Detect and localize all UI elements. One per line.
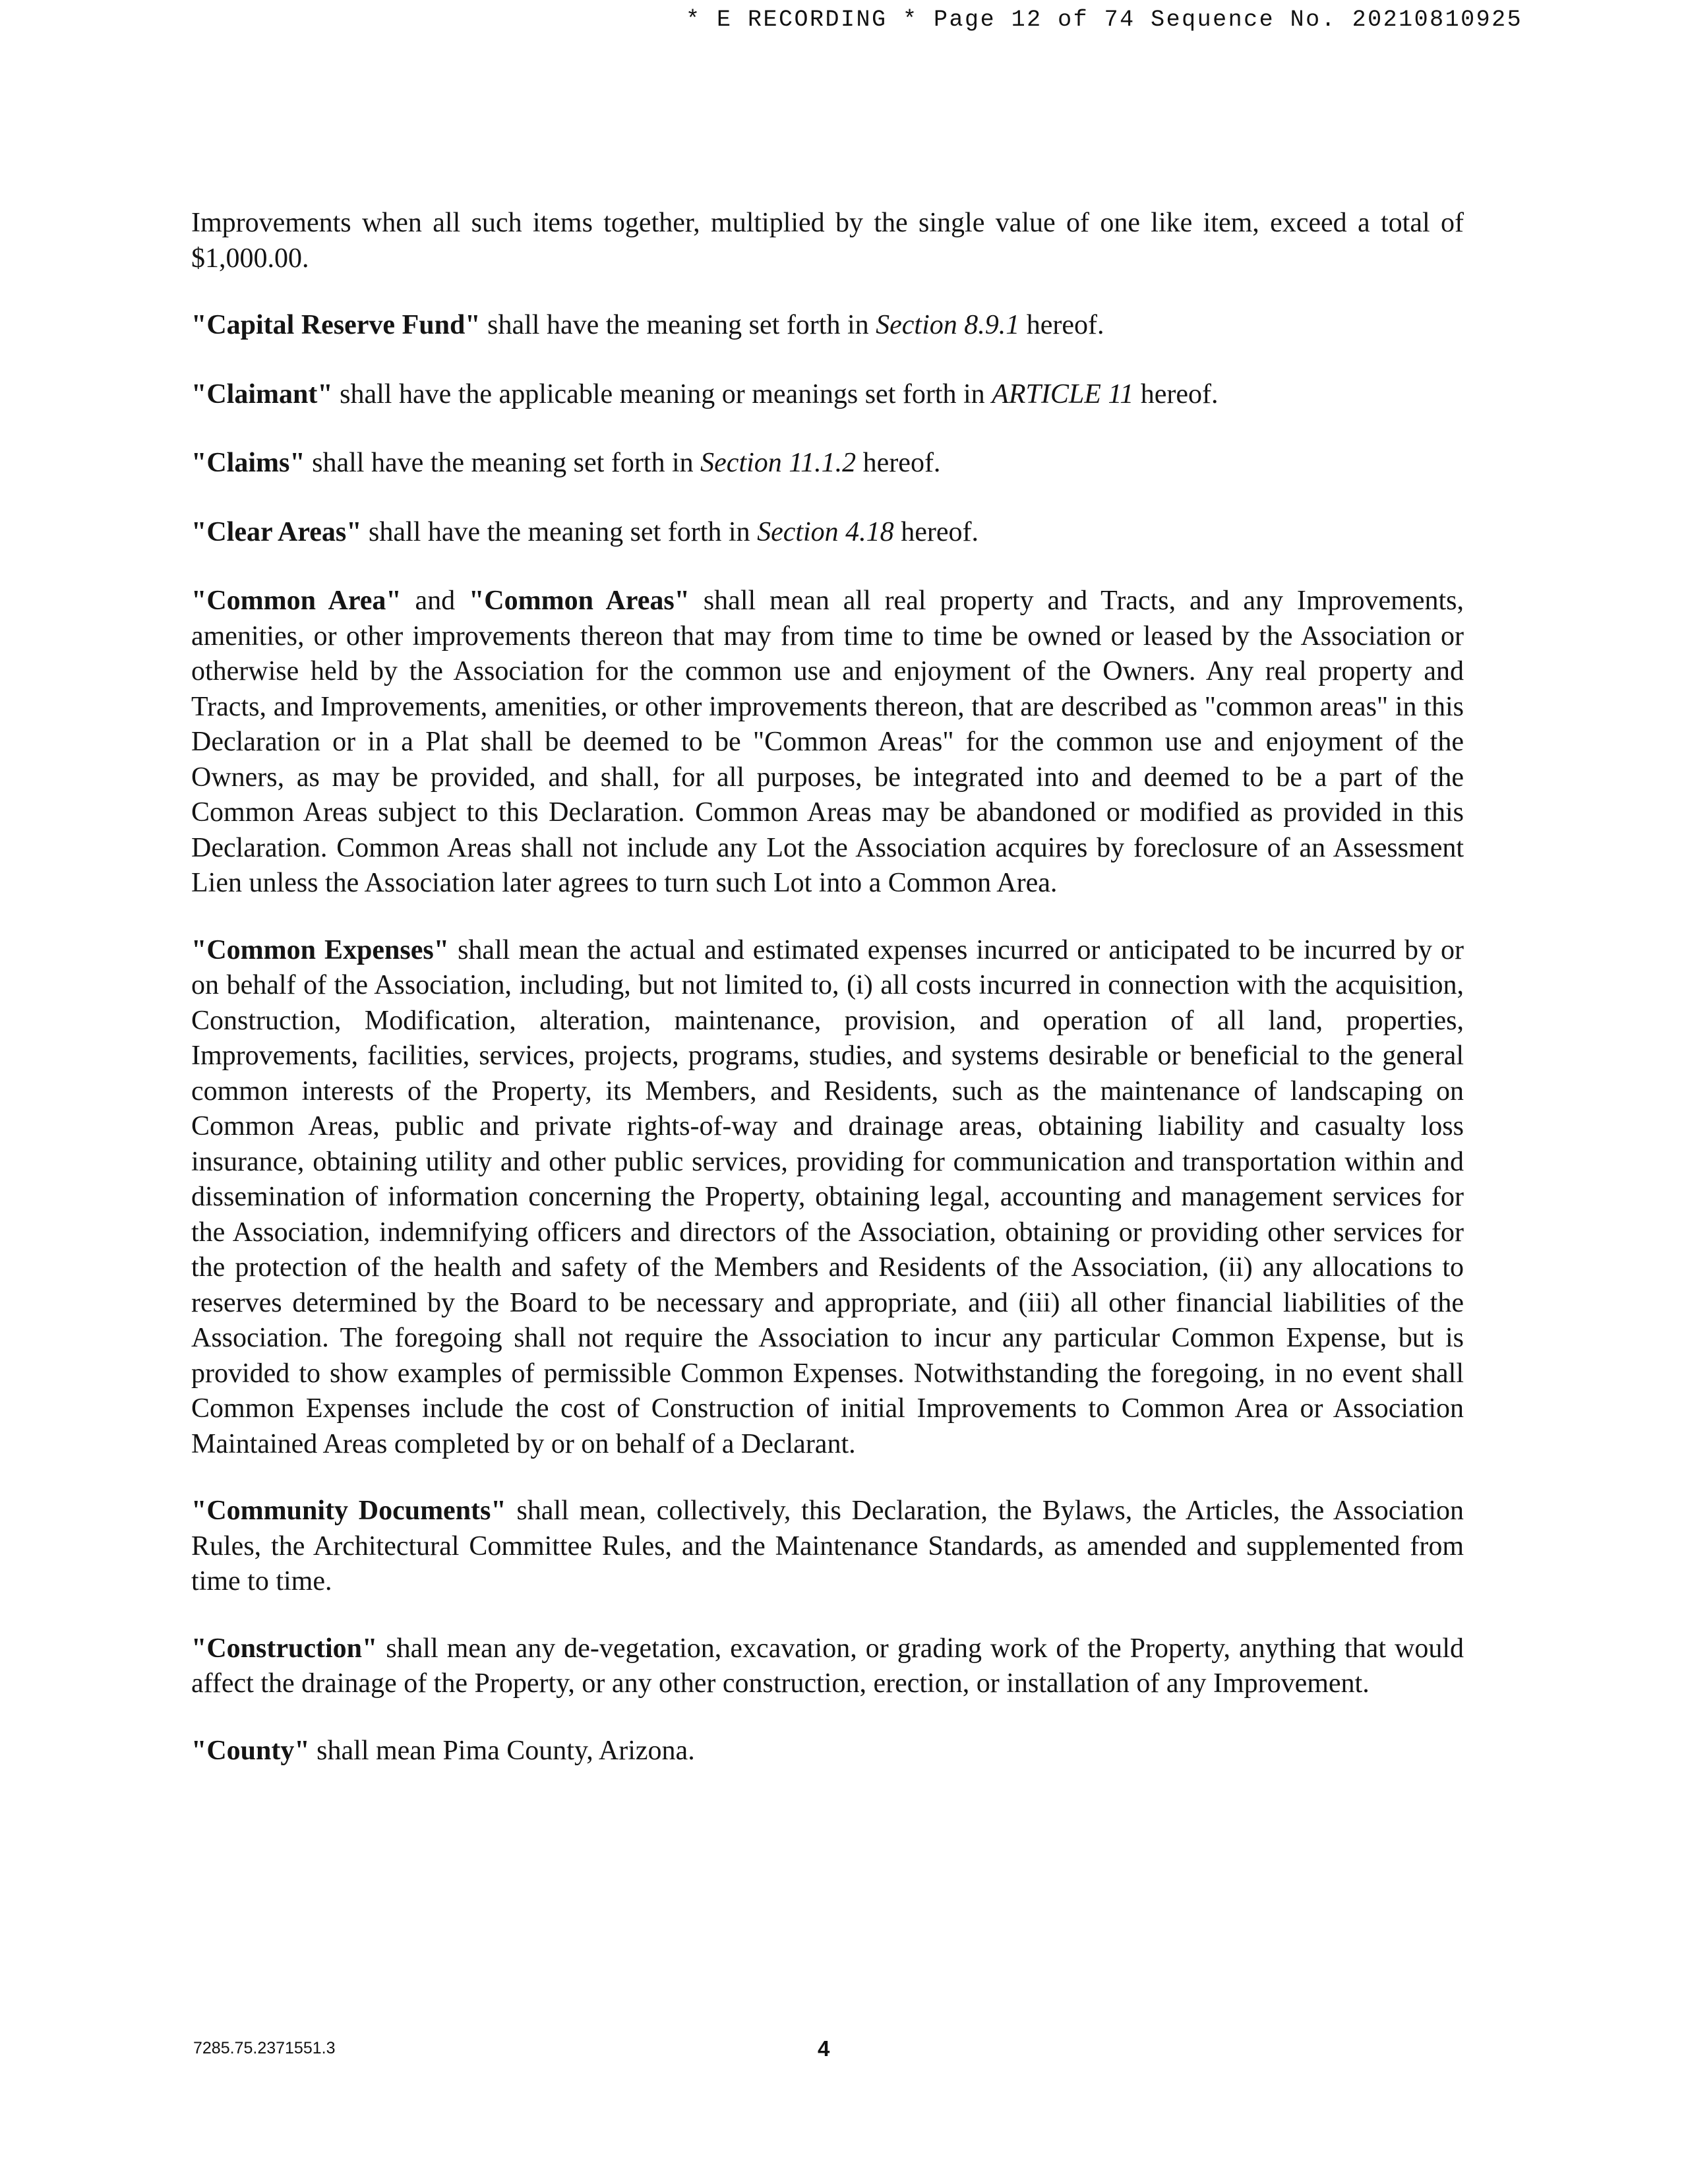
definition-county	[191, 1734, 1464, 1769]
definition-text: shall mean Pima County, Arizona.	[309, 1735, 695, 1766]
definition-claims	[191, 446, 1464, 481]
defined-term: "Claims"	[191, 448, 305, 478]
defined-term: "Clear Areas"	[191, 516, 362, 547]
definition-text: hereof.	[1019, 310, 1104, 340]
definition-common-area	[191, 584, 1464, 901]
section-reference: Section 4.18	[757, 516, 894, 547]
paragraph-text: Improvements when all such items together, multiplied by the single value of one like item, exceed a total of $1,000.00.	[191, 208, 1464, 274]
defined-term: "Common Areas"	[468, 586, 690, 616]
definition-text: shall have the meaning set forth in	[305, 448, 701, 478]
footer-page-number: 4	[818, 2036, 830, 2061]
definition-text: shall have the applicable meaning or meanings set forth in	[332, 379, 992, 410]
definition-text: shall mean all real property and Tracts, and any Improvements, amenities, or other improvements thereon that may from time to time be owned or leased by the Association or otherwise held by the Association for the common use and enjoyment of the Owners. Any real property and Tracts, and Improvements, amenities, or other improvements thereon, that are described as "common areas" in this Declaration or in a Plat shall be deemed to be "Common Areas" for the common use and enjoyment of the Owners, as may be provided, and shall, for all purposes, be integrated into and deemed to be a part of the Common Areas subject to this Declaration. Common Areas may be abandoned or modified as provided in this Declaration. Common Areas shall not include any Lot the Association acquires by foreclosure of an Assessment Lien unless the Association later agrees to turn such Lot into a Common Area.	[191, 586, 1464, 898]
document-body	[191, 206, 1464, 1800]
defined-term: "Claimant"	[191, 379, 333, 410]
defined-term: "County"	[191, 1735, 310, 1766]
definition-text: hereof.	[1133, 379, 1219, 410]
definition-community-documents	[191, 1494, 1464, 1600]
definition-text: shall have the meaning set forth in	[480, 310, 876, 340]
definition-claimant	[191, 377, 1464, 413]
section-reference: Section 11.1.2	[700, 448, 857, 478]
paragraph-improvements-continuation	[191, 206, 1464, 276]
recording-header: * E RECORDING * Page 12 of 74 Sequence No. 20210810925	[686, 7, 1523, 33]
definition-text: shall mean any de-vegetation, excavation, or grading work of the Property, anything that would affect the drainage of the Property, or any other construction, erection, or installation of any Improvement.	[191, 1633, 1464, 1699]
defined-term: "Common Area"	[191, 586, 402, 616]
definition-text: shall mean the actual and estimated expenses incurred or anticipated to be incurred by or on behalf of the Association, including, but not limited to, (i) all costs incurred in connection with the acquisition, Construction, Modification, alteration, maintenance, provision, and operation of all land, properties, Improvements, facilities, services, projects, programs, studies, and systems desirable or beneficial to the general common interests of the Property, its Members, and Residents, such as the maintenance of landscaping on Common Areas, public and private rights-of-way and drainage areas, obtaining liability and casualty loss insurance, obtaining utility and other public services, providing for communication and transportation within and dissemination of information concerning the Property, obtaining legal, accounting and management services for the Association, indemnifying officers and directors of the Association, obtaining or providing other services for the protection of the health and safety of the Members and Residents of the Association, (ii) any allocations to reserves determined by the Board to be necessary and appropriate, and (iii) all other financial liabilities of the Association. The foregoing shall not require the Association to incur any particular Common Expense, but is provided to show examples of permissible Common Expenses. Notwithstanding the foregoing, in no event shall Common Expenses include the cost of Construction of initial Improvements to Common Area or Association Maintained Areas completed by or on behalf of a Declarant.	[191, 934, 1464, 1459]
footer-doc-number: 7285.75.2371551.3	[193, 2039, 336, 2057]
definition-clear-areas	[191, 515, 1464, 551]
definition-text: hereof.	[893, 516, 979, 547]
defined-term: "Construction"	[191, 1633, 378, 1664]
definition-construction	[191, 1631, 1464, 1702]
section-reference: Section 8.9.1	[876, 310, 1020, 340]
defined-term: "Community Documents"	[191, 1496, 506, 1526]
definition-capital-reserve-fund	[191, 308, 1464, 344]
defined-term: "Capital Reserve Fund"	[191, 310, 481, 340]
definition-text: shall have the meaning set forth in	[361, 516, 758, 547]
definition-text: hereof.	[856, 448, 941, 478]
section-reference: ARTICLE 11	[992, 379, 1134, 410]
defined-term: "Common Expenses"	[191, 934, 450, 965]
definition-text: shall mean, collectively, this Declaration, the Bylaws, the Articles, the Association Rules, the Architectural Committee Rules, and the Maintenance Standards, as amended and supplemented from time to time.	[191, 1496, 1464, 1596]
definition-common-expenses	[191, 933, 1464, 1463]
definition-text: and	[401, 586, 469, 616]
